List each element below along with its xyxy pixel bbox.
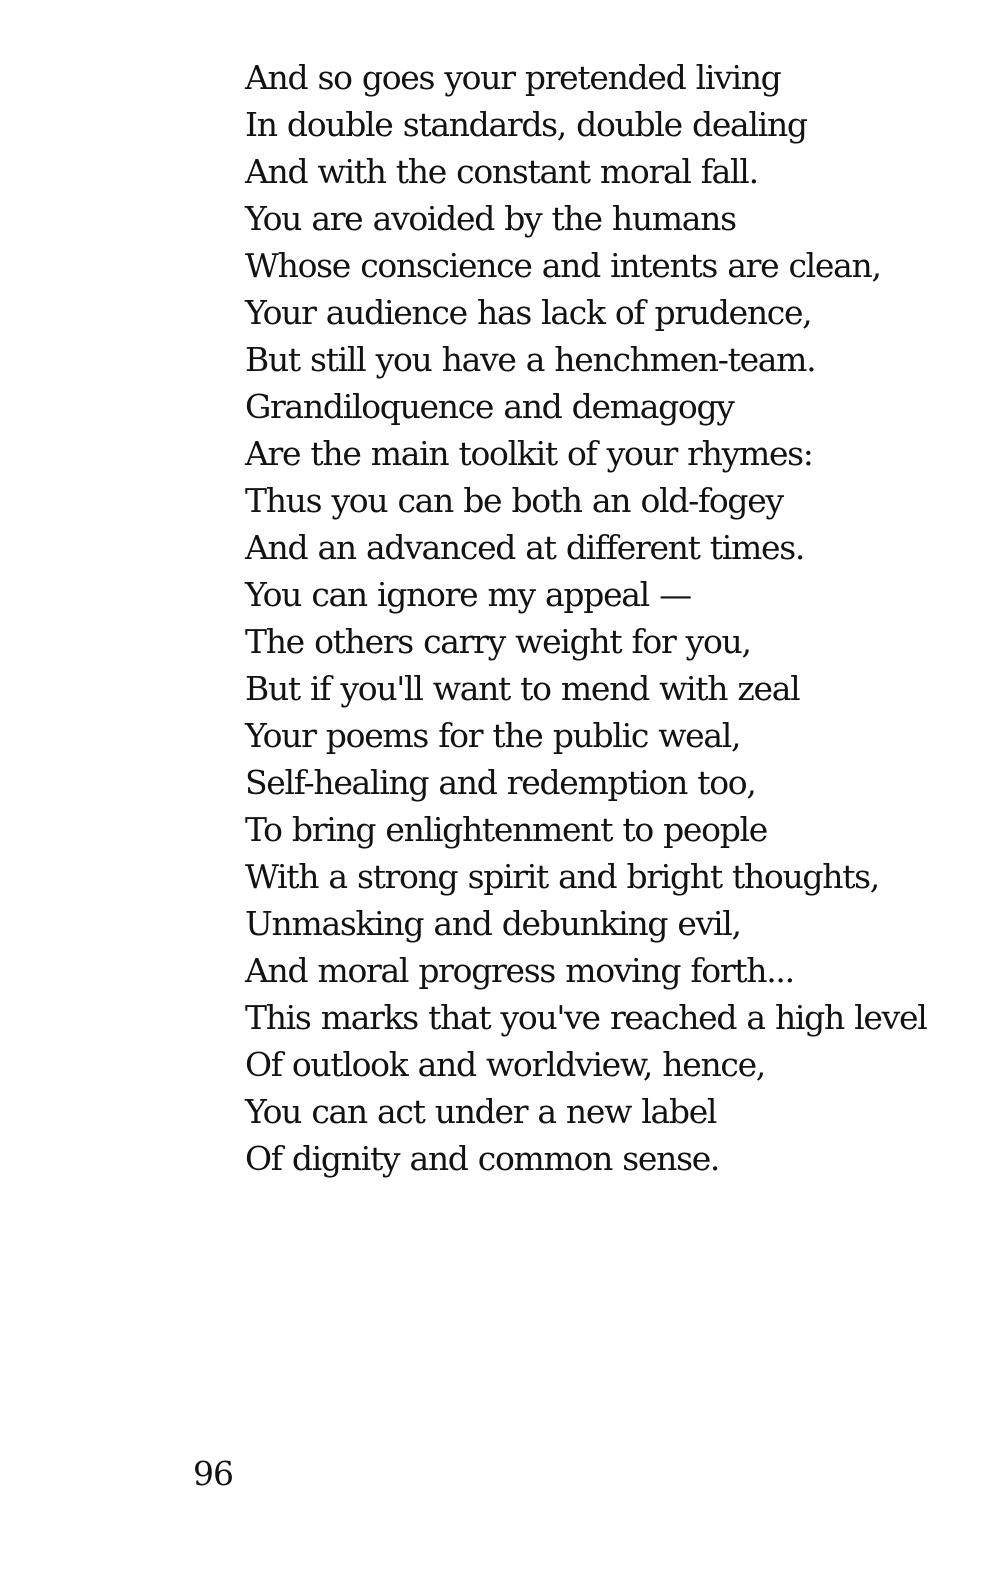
poem-line: Whose conscience and intents are clean, [245, 246, 881, 285]
poem-line: To bring enlightenment to people [245, 810, 768, 849]
poem-line: Thus you can be both an old-fogey [245, 481, 783, 520]
poem-line: Your poems for the public weal, [245, 716, 741, 755]
poem-line: Grandiloquence and demagogy [245, 387, 734, 426]
poem-line: This marks that you've reached a high level [245, 998, 927, 1037]
poem-text [245, 54, 985, 1182]
poem-line: Of dignity and common sense. [245, 1139, 720, 1178]
page-number: 96 [193, 1454, 233, 1493]
poem-line: Your audience has lack of prudence, [245, 293, 812, 332]
poem-line: But still you have a henchmen-team. [245, 340, 816, 379]
poem-line: Of outlook and worldview, hence, [245, 1045, 766, 1084]
poem-line: But if you'll want to mend with zeal [245, 669, 800, 708]
poem-line: Self-healing and redemption too, [245, 763, 756, 802]
poem-line: And so goes your pretended living [245, 58, 781, 97]
poem-line: You can ignore my appeal — [245, 575, 691, 614]
poem-line: You can act under a new label [245, 1092, 717, 1131]
poem-line: Are the main toolkit of your rhymes: [245, 434, 813, 473]
poem-line: And with the constant moral fall. [245, 152, 758, 191]
poem-line: You are avoided by the humans [245, 199, 736, 238]
poem-line: Unmasking and debunking evil, [245, 904, 741, 943]
poem-line: The others carry weight for you, [245, 622, 751, 661]
poem-line: In double standards, double dealing [245, 105, 807, 144]
poem-line: And an advanced at different times. [245, 528, 805, 567]
poem-line: With a strong spirit and bright thoughts, [245, 857, 879, 896]
poem-line: And moral progress moving forth... [245, 951, 794, 990]
